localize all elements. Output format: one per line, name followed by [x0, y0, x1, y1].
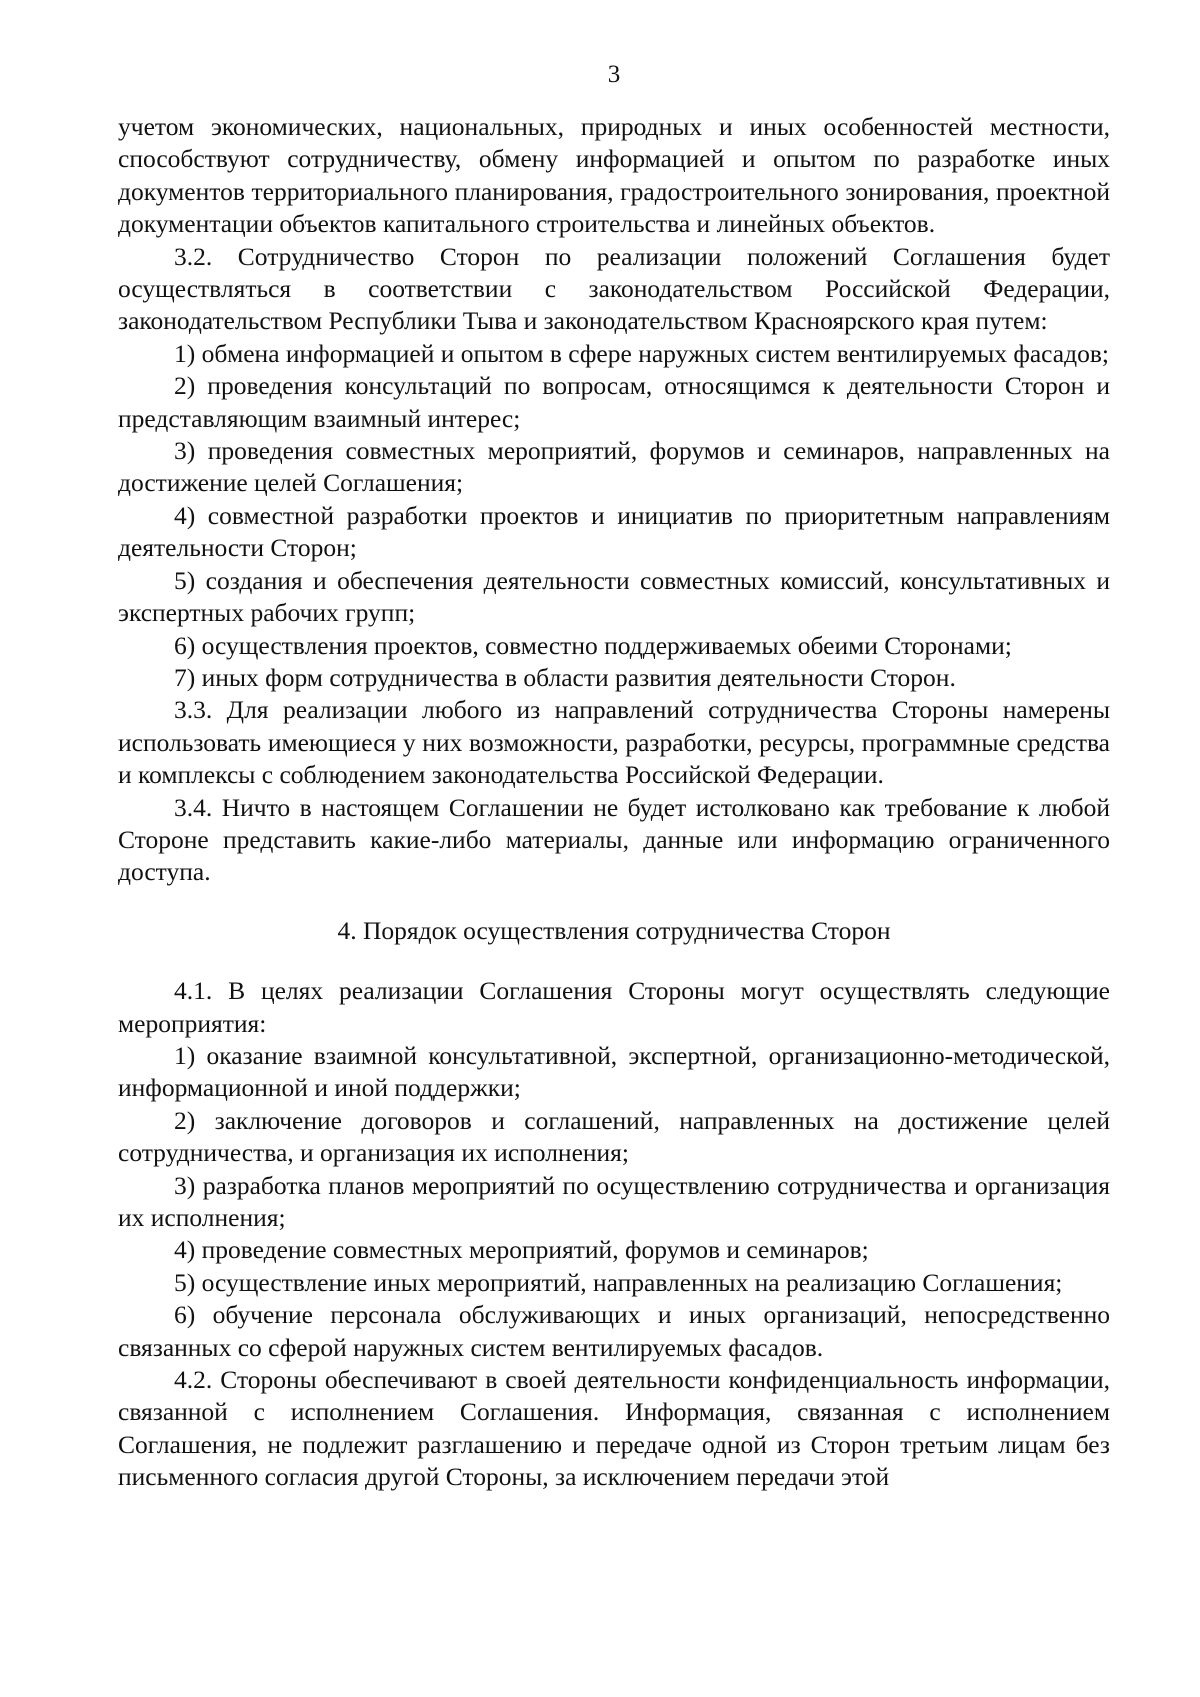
paragraph-3-2: 3.2. Сотрудничество Сторон по реализации положений Соглашения будет осуществляться в соответствии с законодательством Российской Федерации, законодательством Республики Тыва и законодательством Красноярского края путем: [118, 241, 1110, 336]
list-item-3-2-7: 7) иных форм сотрудничества в области развития деятельности Сторон. [174, 662, 956, 692]
section-heading: 4. Порядок осуществления сотрудничества Сторон [337, 915, 891, 945]
list-item-4-1-3: 3) разработка планов мероприятий по осуществлению сотрудничества и организация их исполнения; [118, 1170, 1110, 1232]
list-item-3-2-3: 3) проведения совместных мероприятий, форумов и семинаров, направленных на достижение целей Соглашения; [118, 436, 1110, 498]
list-item-4-1-5: 5) осуществление иных мероприятий, направленных на реализацию Соглашения; [174, 1267, 1063, 1297]
list-item-4-1-4: 4) проведение совместных мероприятий, форумов и семинаров; [174, 1235, 869, 1265]
list-item-4-1-1: 1) оказание взаимной консультативной, экспертной, организационно-методической, информационной и иной поддержки; [118, 1040, 1110, 1103]
page-number: 3 [607, 61, 621, 88]
list-item-3-2-4: 4) совместной разработки проектов и инициатив по приоритетным направлениям деятельности Сторон; [118, 500, 1110, 563]
list-item-3-2-2: 2) проведения консультаций по вопросам, относящимся к деятельности Сторон и представляющим взаимный интерес; [118, 371, 1110, 433]
paragraph-3-3: 3.3. Для реализации любого из направлений сотрудничества Стороны намерены использовать имеющиеся у них возможности, разработки, ресурсы, программные средства и комплексы с соблюдением законодательства Российской Федерации. [118, 695, 1110, 790]
document-body [118, 111, 1110, 1494]
paragraph-continuation: учетом экономических, национальных, природных и иных особенностей местности, способствуют сотрудничеству, обмену информацией и опытом по разработке иных документов территориального планирования, градостроительного зонирования, проектной документации объектов капитального строительства и линейных объектов. [118, 112, 1110, 239]
list-item-3-2-6: 6) осуществления проектов, совместно поддерживаемых обеими Сторонами; [174, 630, 1012, 660]
paragraph-4-1: 4.1. В целях реализации Соглашения Стороны могут осуществлять следующие мероприятия: [118, 976, 1110, 1038]
list-item-4-1-2: 2) заключение договоров и соглашений, направленных на достижение целей сотрудничества, и организация их исполнения; [118, 1105, 1110, 1168]
list-item-4-1-6: 6) обучение персонала обслуживающих и иных организаций, непосредственно связанных со сферой наружных систем вентилируемых фасадов. [118, 1300, 1110, 1362]
paragraph-4-2: 4.2. Стороны обеспечивают в своей деятельности конфиденциальность информации, связанной с исполнением Соглашения. Информация, связанная с исполнением Соглашения, не подлежит разглашению и передаче одной из Сторон третьим лицам без письменного согласия другой Стороны, за исключением передачи этой [118, 1365, 1110, 1492]
paragraph-3-4: 3.4. Ничто в настоящем Соглашении не будет истолковано как требование к любой Стороне представить какие-либо материалы, данные или информацию ограниченного доступа. [118, 792, 1110, 887]
list-item-3-2-1: 1) обмена информацией и опытом в сфере наружных систем вентилируемых фасадов; [174, 338, 1109, 368]
list-item-3-2-5: 5) создания и обеспечения деятельности совместных комиссий, консультативных и экспертных рабочих групп; [118, 565, 1110, 628]
